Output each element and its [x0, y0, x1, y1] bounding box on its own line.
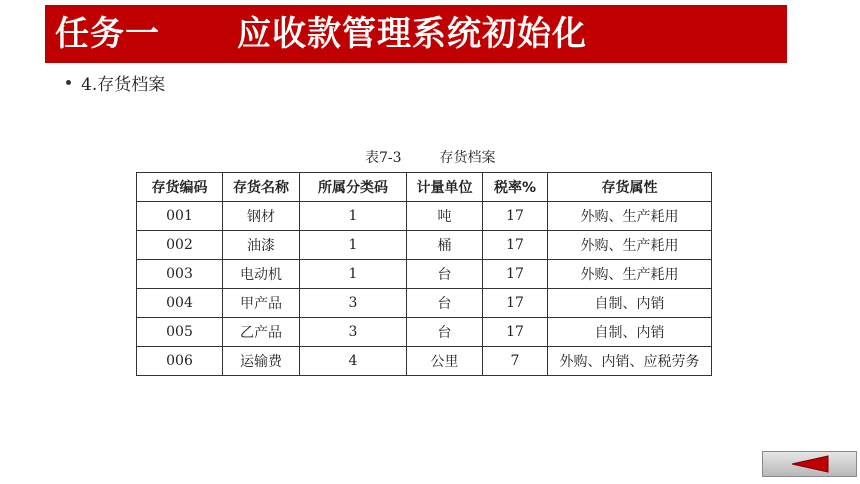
cell-category: 1: [300, 260, 407, 289]
cell-name: 乙产品: [223, 318, 300, 347]
cell-tax-rate: 17: [483, 289, 548, 318]
cell-tax-rate: 7: [483, 347, 548, 376]
column-header-attribute: 存货属性: [548, 173, 712, 202]
cell-tax-rate: 17: [483, 231, 548, 260]
cell-name: 电动机: [223, 260, 300, 289]
bullet-icon: [66, 80, 71, 85]
cell-name: 运输费: [223, 347, 300, 376]
table-row: [137, 231, 712, 260]
inventory-table: [136, 172, 712, 376]
cell-attribute: 自制、内销: [548, 289, 712, 318]
cell-code: 004: [137, 289, 223, 318]
cell-attribute: 自制、内销: [548, 318, 712, 347]
column-header-tax-rate: 税率%: [483, 173, 548, 202]
back-button[interactable]: [762, 451, 857, 477]
cell-name: 钢材: [223, 202, 300, 231]
cell-attribute: 外购、内销、应税劳务: [548, 347, 712, 376]
left-arrow-icon: [790, 455, 830, 473]
cell-unit: 公里: [407, 347, 483, 376]
cell-category: 4: [300, 347, 407, 376]
cell-code: 002: [137, 231, 223, 260]
table-row: [137, 202, 712, 231]
cell-tax-rate: 17: [483, 318, 548, 347]
cell-unit: 桶: [407, 231, 483, 260]
cell-attribute: 外购、生产耗用: [548, 202, 712, 231]
cell-unit: 吨: [407, 202, 483, 231]
table-row: [137, 289, 712, 318]
table-row: [137, 318, 712, 347]
cell-code: 006: [137, 347, 223, 376]
cell-tax-rate: 17: [483, 260, 548, 289]
section-heading: [66, 70, 165, 95]
table-header-row: [137, 173, 712, 202]
section-heading-text: 4.存货档案: [81, 75, 166, 95]
cell-unit: 台: [407, 289, 483, 318]
cell-name: 油漆: [223, 231, 300, 260]
table-caption-number: 表7-3: [365, 150, 402, 166]
cell-attribute: 外购、生产耗用: [548, 260, 712, 289]
cell-category: 3: [300, 318, 407, 347]
cell-attribute: 外购、生产耗用: [548, 231, 712, 260]
cell-code: 003: [137, 260, 223, 289]
column-header-name: 存货名称: [223, 173, 300, 202]
cell-category: 1: [300, 231, 407, 260]
column-header-category: 所属分类码: [300, 173, 407, 202]
table-row: [137, 347, 712, 376]
cell-unit: 台: [407, 260, 483, 289]
page-title: 任务一 应收款管理系统初始化: [55, 14, 588, 54]
column-header-unit: 计量单位: [407, 173, 483, 202]
table-caption: [365, 147, 496, 167]
title-bar: [45, 5, 787, 63]
table-caption-title: 存货档案: [439, 150, 496, 166]
column-header-code: 存货编码: [137, 173, 223, 202]
cell-name: 甲产品: [223, 289, 300, 318]
cell-code: 005: [137, 318, 223, 347]
table-row: [137, 260, 712, 289]
cell-tax-rate: 17: [483, 202, 548, 231]
cell-category: 1: [300, 202, 407, 231]
cell-code: 001: [137, 202, 223, 231]
cell-unit: 台: [407, 318, 483, 347]
cell-category: 3: [300, 289, 407, 318]
